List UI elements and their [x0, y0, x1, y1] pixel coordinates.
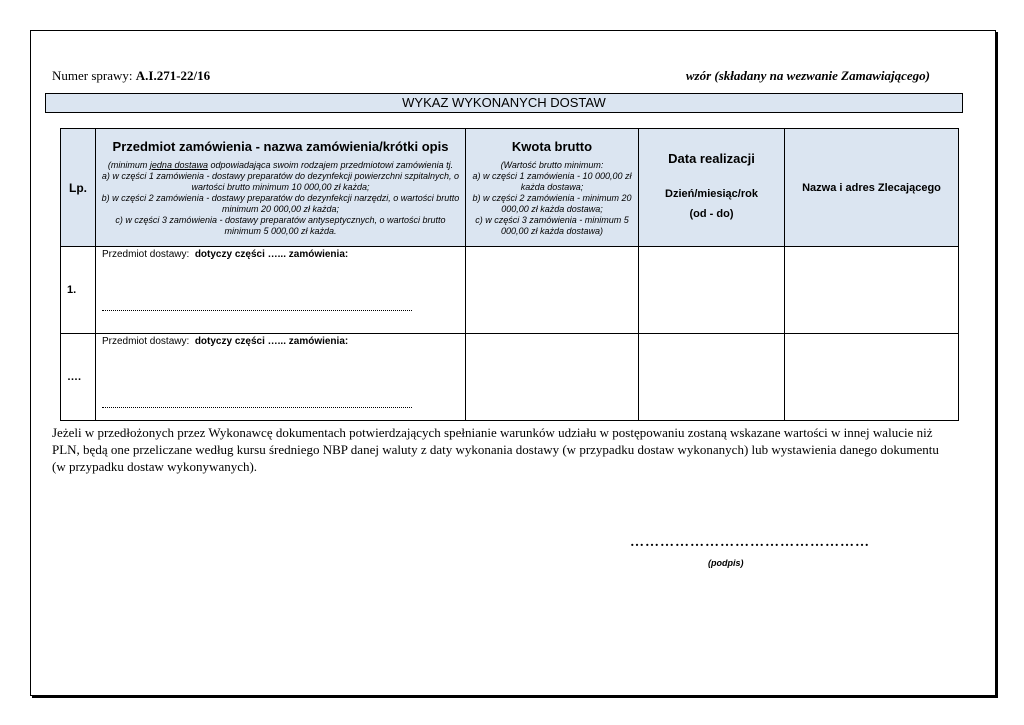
table-row	[61, 334, 959, 421]
table-row	[61, 247, 959, 334]
row-subject-label-bold: dotyczy części …... zamówienia:	[194, 249, 349, 260]
subject-sub-pre: (minimum	[107, 159, 150, 170]
signature-line: …………………………………………	[630, 535, 870, 550]
template-note: wzór (składany na wezwanie Zamawiającego)	[685, 68, 930, 83]
header-date-range: (od - do)	[689, 208, 734, 220]
row-subject-label-bold: dotyczy części …... zamówienia:	[194, 336, 349, 347]
case-number-line	[52, 68, 210, 84]
row-amount-cell[interactable]	[466, 247, 639, 334]
header-subject-title: Przedmiot zamówienia - nazwa zamówienia/krótki opis	[112, 138, 449, 154]
header-date	[639, 129, 785, 247]
header-amount-title: Kwota brutto	[511, 138, 593, 154]
row-subject-cell[interactable]	[96, 334, 466, 421]
dotted-fill-line	[102, 407, 412, 408]
header-date-format: Dzień/miesiąc/rok	[665, 188, 758, 200]
amount-sub-2: a) w części 1 zamówienia - 10 000,00 zł każda dostawa;	[472, 170, 632, 192]
header-amount-description	[470, 160, 634, 237]
row-client-cell[interactable]	[785, 334, 959, 421]
case-number-value: A.I.271-22/16	[135, 68, 211, 83]
subject-part-c: c) w części 3 zamówienia - dostawy preparatów antyseptycznych, o wartości brutto minimum 5 000,00 zł każda.	[115, 214, 446, 236]
header-subject-description	[100, 160, 461, 237]
header-date-title: Data realizacji	[668, 151, 755, 166]
row-subject-cell[interactable]	[96, 247, 466, 334]
subject-sub-post: odpowiadająca swoim rodzajem przedmiotowi zamówienia tj.	[207, 159, 454, 170]
subject-part-b: b) w części 2 zamówienia - dostawy preparatów do dezynfekcji narzędzi, o wartości brutto minimum 20 000,00 zł każda;	[101, 192, 460, 214]
header-client: Nazwa i adres Zlecającego	[785, 129, 959, 247]
currency-footnote: Jeżeli w przedłożonych przez Wykonawcę dokumentach potwierdzających spełnianie warunków udziału w postępowaniu zostaną wskazane wartości w innej walucie niż PLN, będą one przeliczane według kursu średniego NBP danej waluty z daty wykonania dostawy (w przypadku dostaw wykonanych) lub wystawienia danego dokumentu (w przypadku dostaw wykonywanych).	[52, 425, 939, 474]
row-subject-label-text: Przedmiot dostawy:	[102, 336, 190, 347]
row-amount-cell[interactable]	[466, 334, 639, 421]
row-client-cell[interactable]	[785, 247, 959, 334]
row-subject-label	[102, 249, 459, 260]
case-number-label: Numer sprawy:	[52, 68, 133, 83]
header-lp: Lp.	[61, 129, 96, 247]
document-title: WYKAZ WYKONANYCH DOSTAW	[45, 93, 963, 113]
amount-sub-1: (Wartość brutto minimum:	[500, 159, 604, 170]
row-subject-label	[102, 336, 459, 347]
subject-part-a: a) w części 1 zamówienia - dostawy preparatów do dezynfekcji powierzchni szpitalnych, o wartości brutto minimum 10 000,00 zł każda;	[101, 170, 460, 192]
deliveries-table	[60, 128, 959, 421]
row-date-cell[interactable]	[639, 247, 785, 334]
header-amount	[466, 129, 639, 247]
row-lp: 1.	[61, 247, 96, 334]
subject-sub-underlined: jedna dostawa	[149, 159, 208, 170]
signature-label: (podpis)	[708, 558, 744, 568]
amount-sub-4: c) w części 3 zamówienia - minimum 5 000,00 zł każda dostawa)	[475, 214, 629, 236]
row-date-cell[interactable]	[639, 334, 785, 421]
amount-sub-3: b) w części 2 zamówienia - minimum 20 000,00 zł każda dostawa;	[472, 192, 632, 214]
row-subject-label-text: Przedmiot dostawy:	[102, 249, 190, 260]
header-subject	[96, 129, 466, 247]
dotted-fill-line	[102, 310, 412, 311]
row-lp: ….	[61, 334, 96, 421]
